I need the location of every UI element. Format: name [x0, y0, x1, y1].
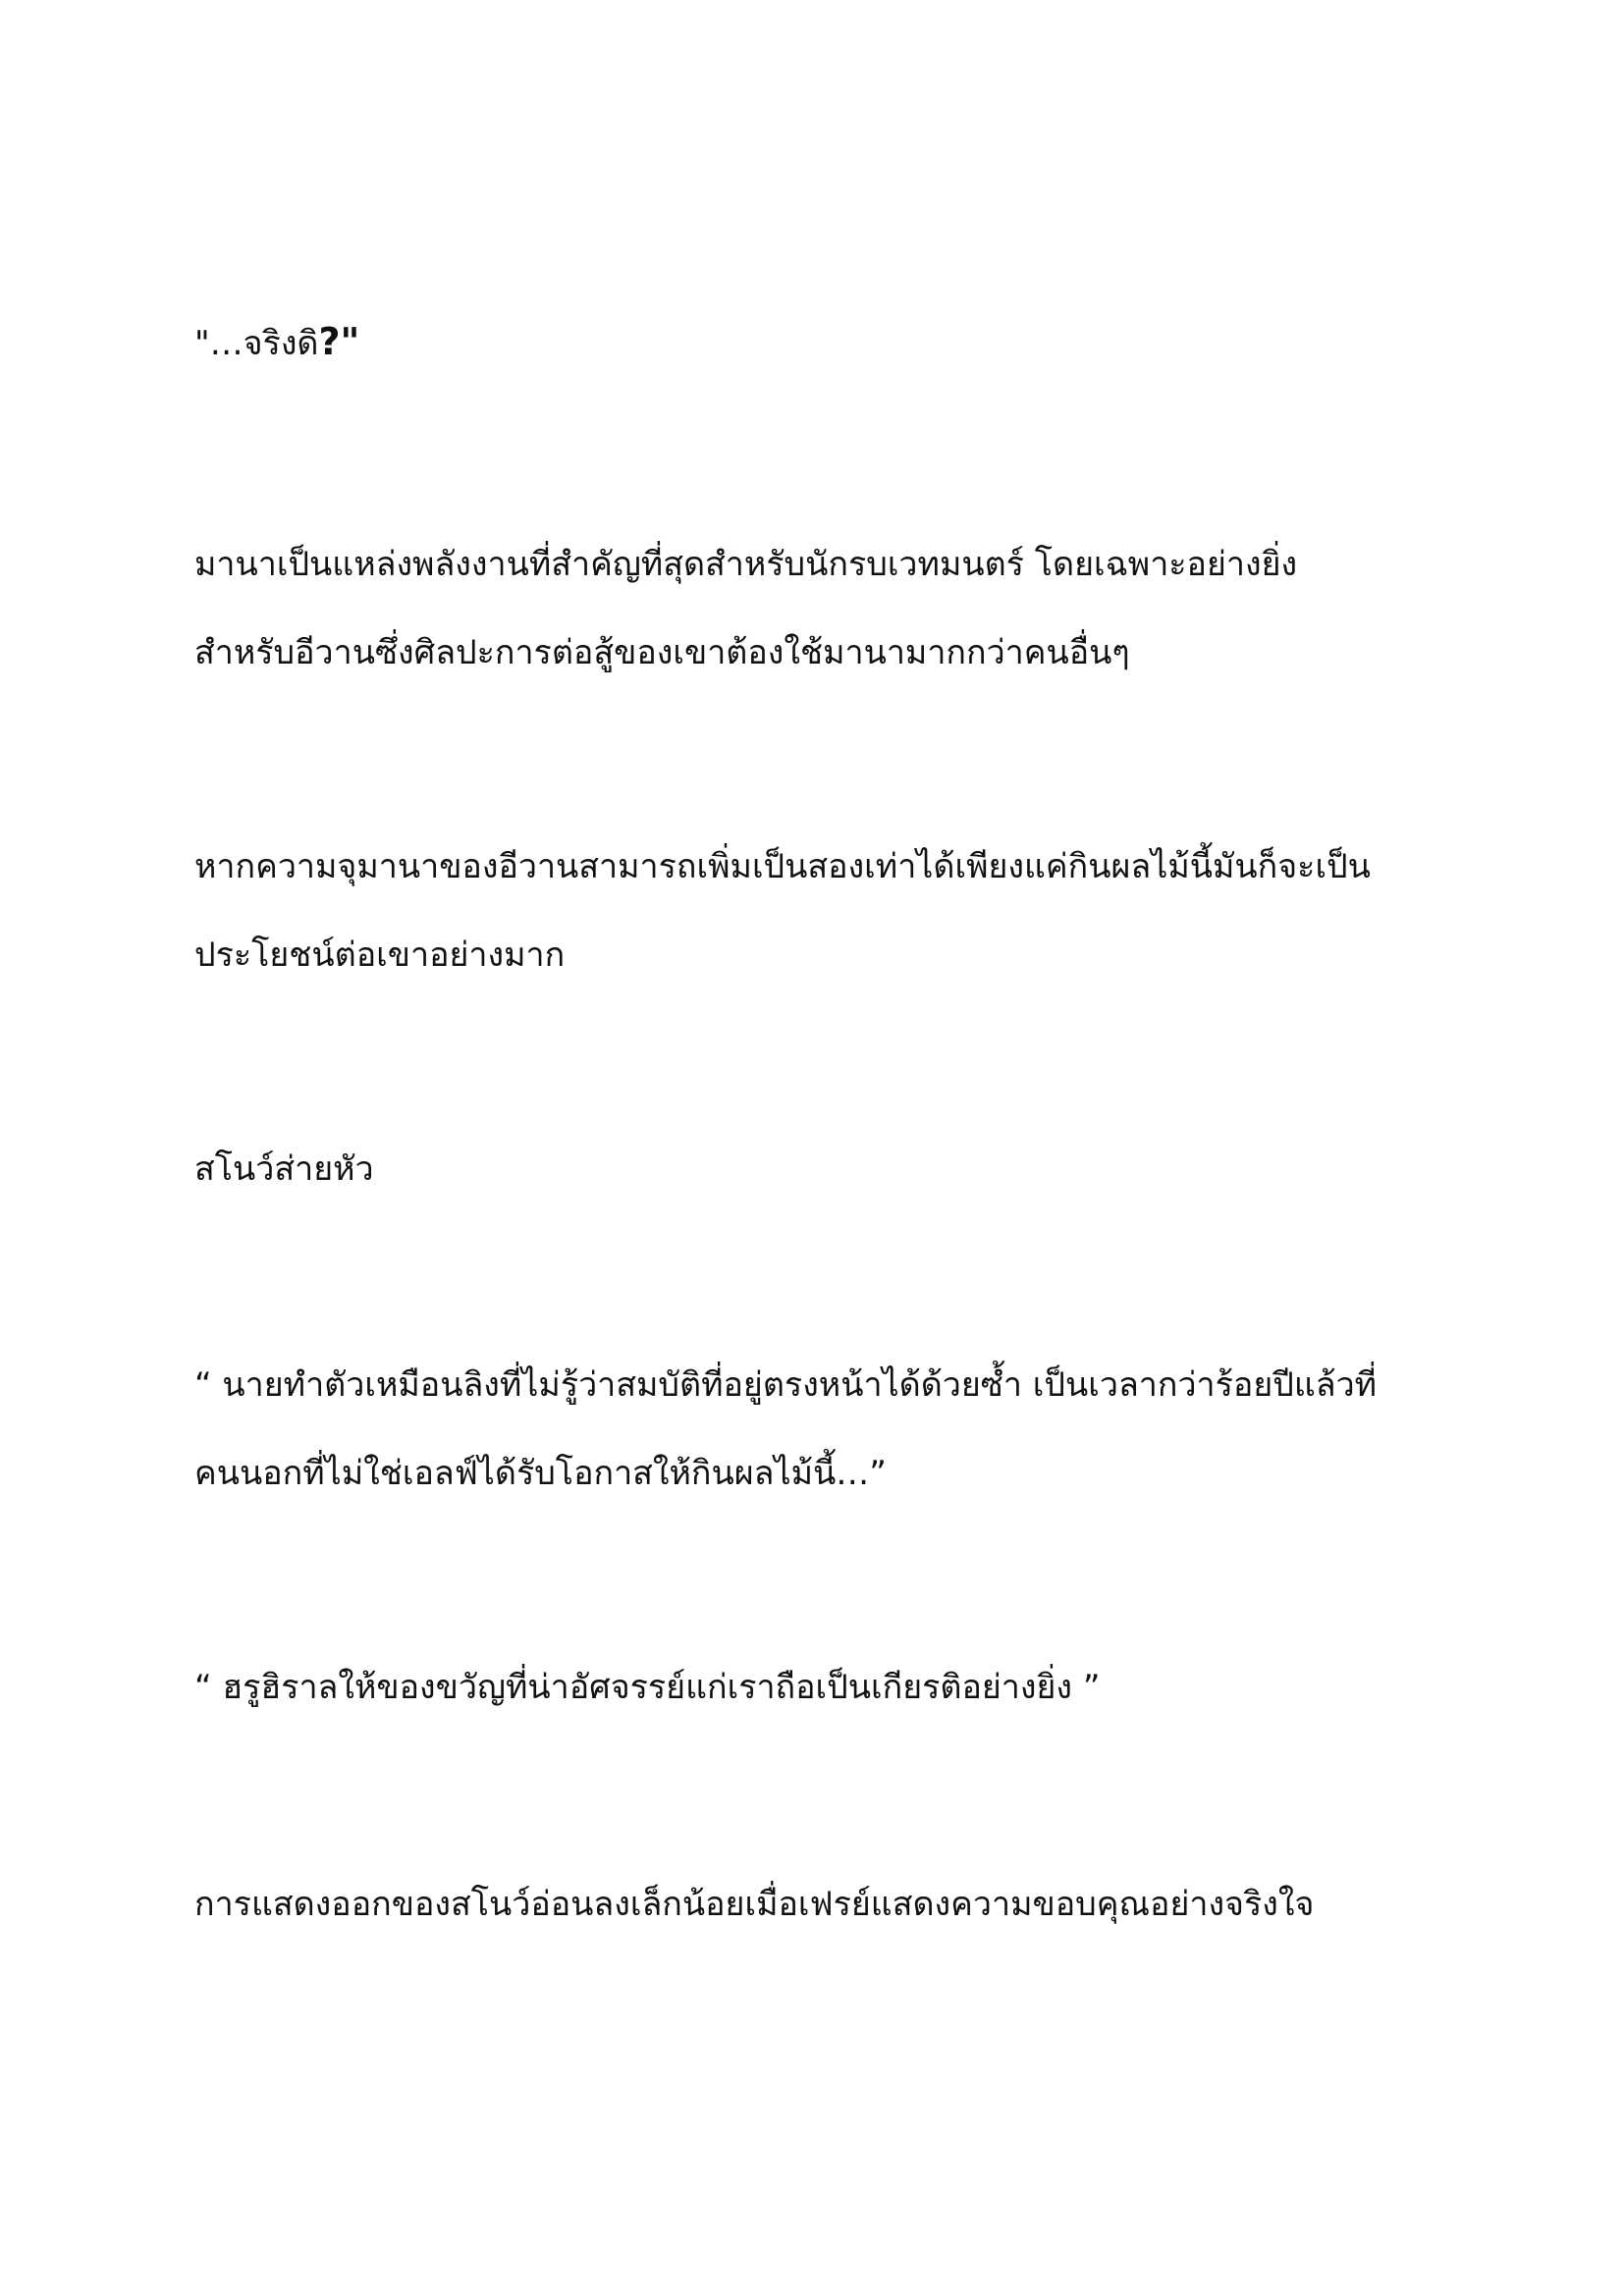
paragraph-line: สโนว์ส่ายหัว — [194, 1149, 374, 1189]
paragraph-line: “ นายทำตัวเหมือนลิงที่ไม่รู้ว่าสมบัติที่อยู่ตรงหน้าได้ด้วยซ้ำ เป็นเวลากว่าร้อยปีแล้วที่ — [194, 1365, 1378, 1405]
paragraph-mana-source — [194, 520, 1461, 697]
paragraph-dialogue-gift — [194, 1643, 1461, 1732]
paragraph-line: การแสดงออกของสโนว์อ่อนลงเล็กน้อยเมื่อเฟรย์แสดงความขอบคุณอย่างจริงใจ — [194, 1885, 1315, 1924]
dialogue-question-mark: ?" — [318, 320, 360, 363]
dialogue-text: "…จริงดิ — [194, 324, 319, 363]
paragraph-line: “ ฮรูฮิราลให้ของขวัญที่น่าอัศจรรย์แก่เราถือเป็นเกียรติอย่างยิ่ง ” — [194, 1668, 1101, 1707]
paragraph-line: คนนอกที่ไม่ใช่เอลฟ์ได้รับโอกาสให้กินผลไม้นี้…” — [194, 1454, 887, 1493]
paragraph-dialogue-monkey — [194, 1341, 1461, 1518]
paragraph-line: ประโยชน์ต่อเขาอย่างมาก — [194, 935, 566, 975]
paragraph-dialogue-really — [194, 297, 1461, 388]
paragraph-line: หากความจุมานาของอีวานสามารถเพิ่มเป็นสองเท่าได้เพียงแค่กินผลไม้นี้มันก็จะเป็น — [194, 847, 1371, 886]
paragraph-snow-softens — [194, 1860, 1461, 1949]
paragraph-line: สำหรับอีวานซึ่งศิลปะการต่อสู้ของเขาต้องใช้มานามากกว่าคนอื่นๆ — [194, 633, 1130, 672]
paragraph-line — [194, 297, 1461, 388]
paragraph-snow-shakes-head — [194, 1125, 1461, 1213]
paragraph-mana-capacity — [194, 823, 1461, 999]
paragraph-line: มานาเป็นแหล่งพลังงานที่สำคัญที่สุดสำหรับนักรบเวทมนตร์ โดยเฉพาะอย่างยิ่ง — [194, 545, 1298, 584]
